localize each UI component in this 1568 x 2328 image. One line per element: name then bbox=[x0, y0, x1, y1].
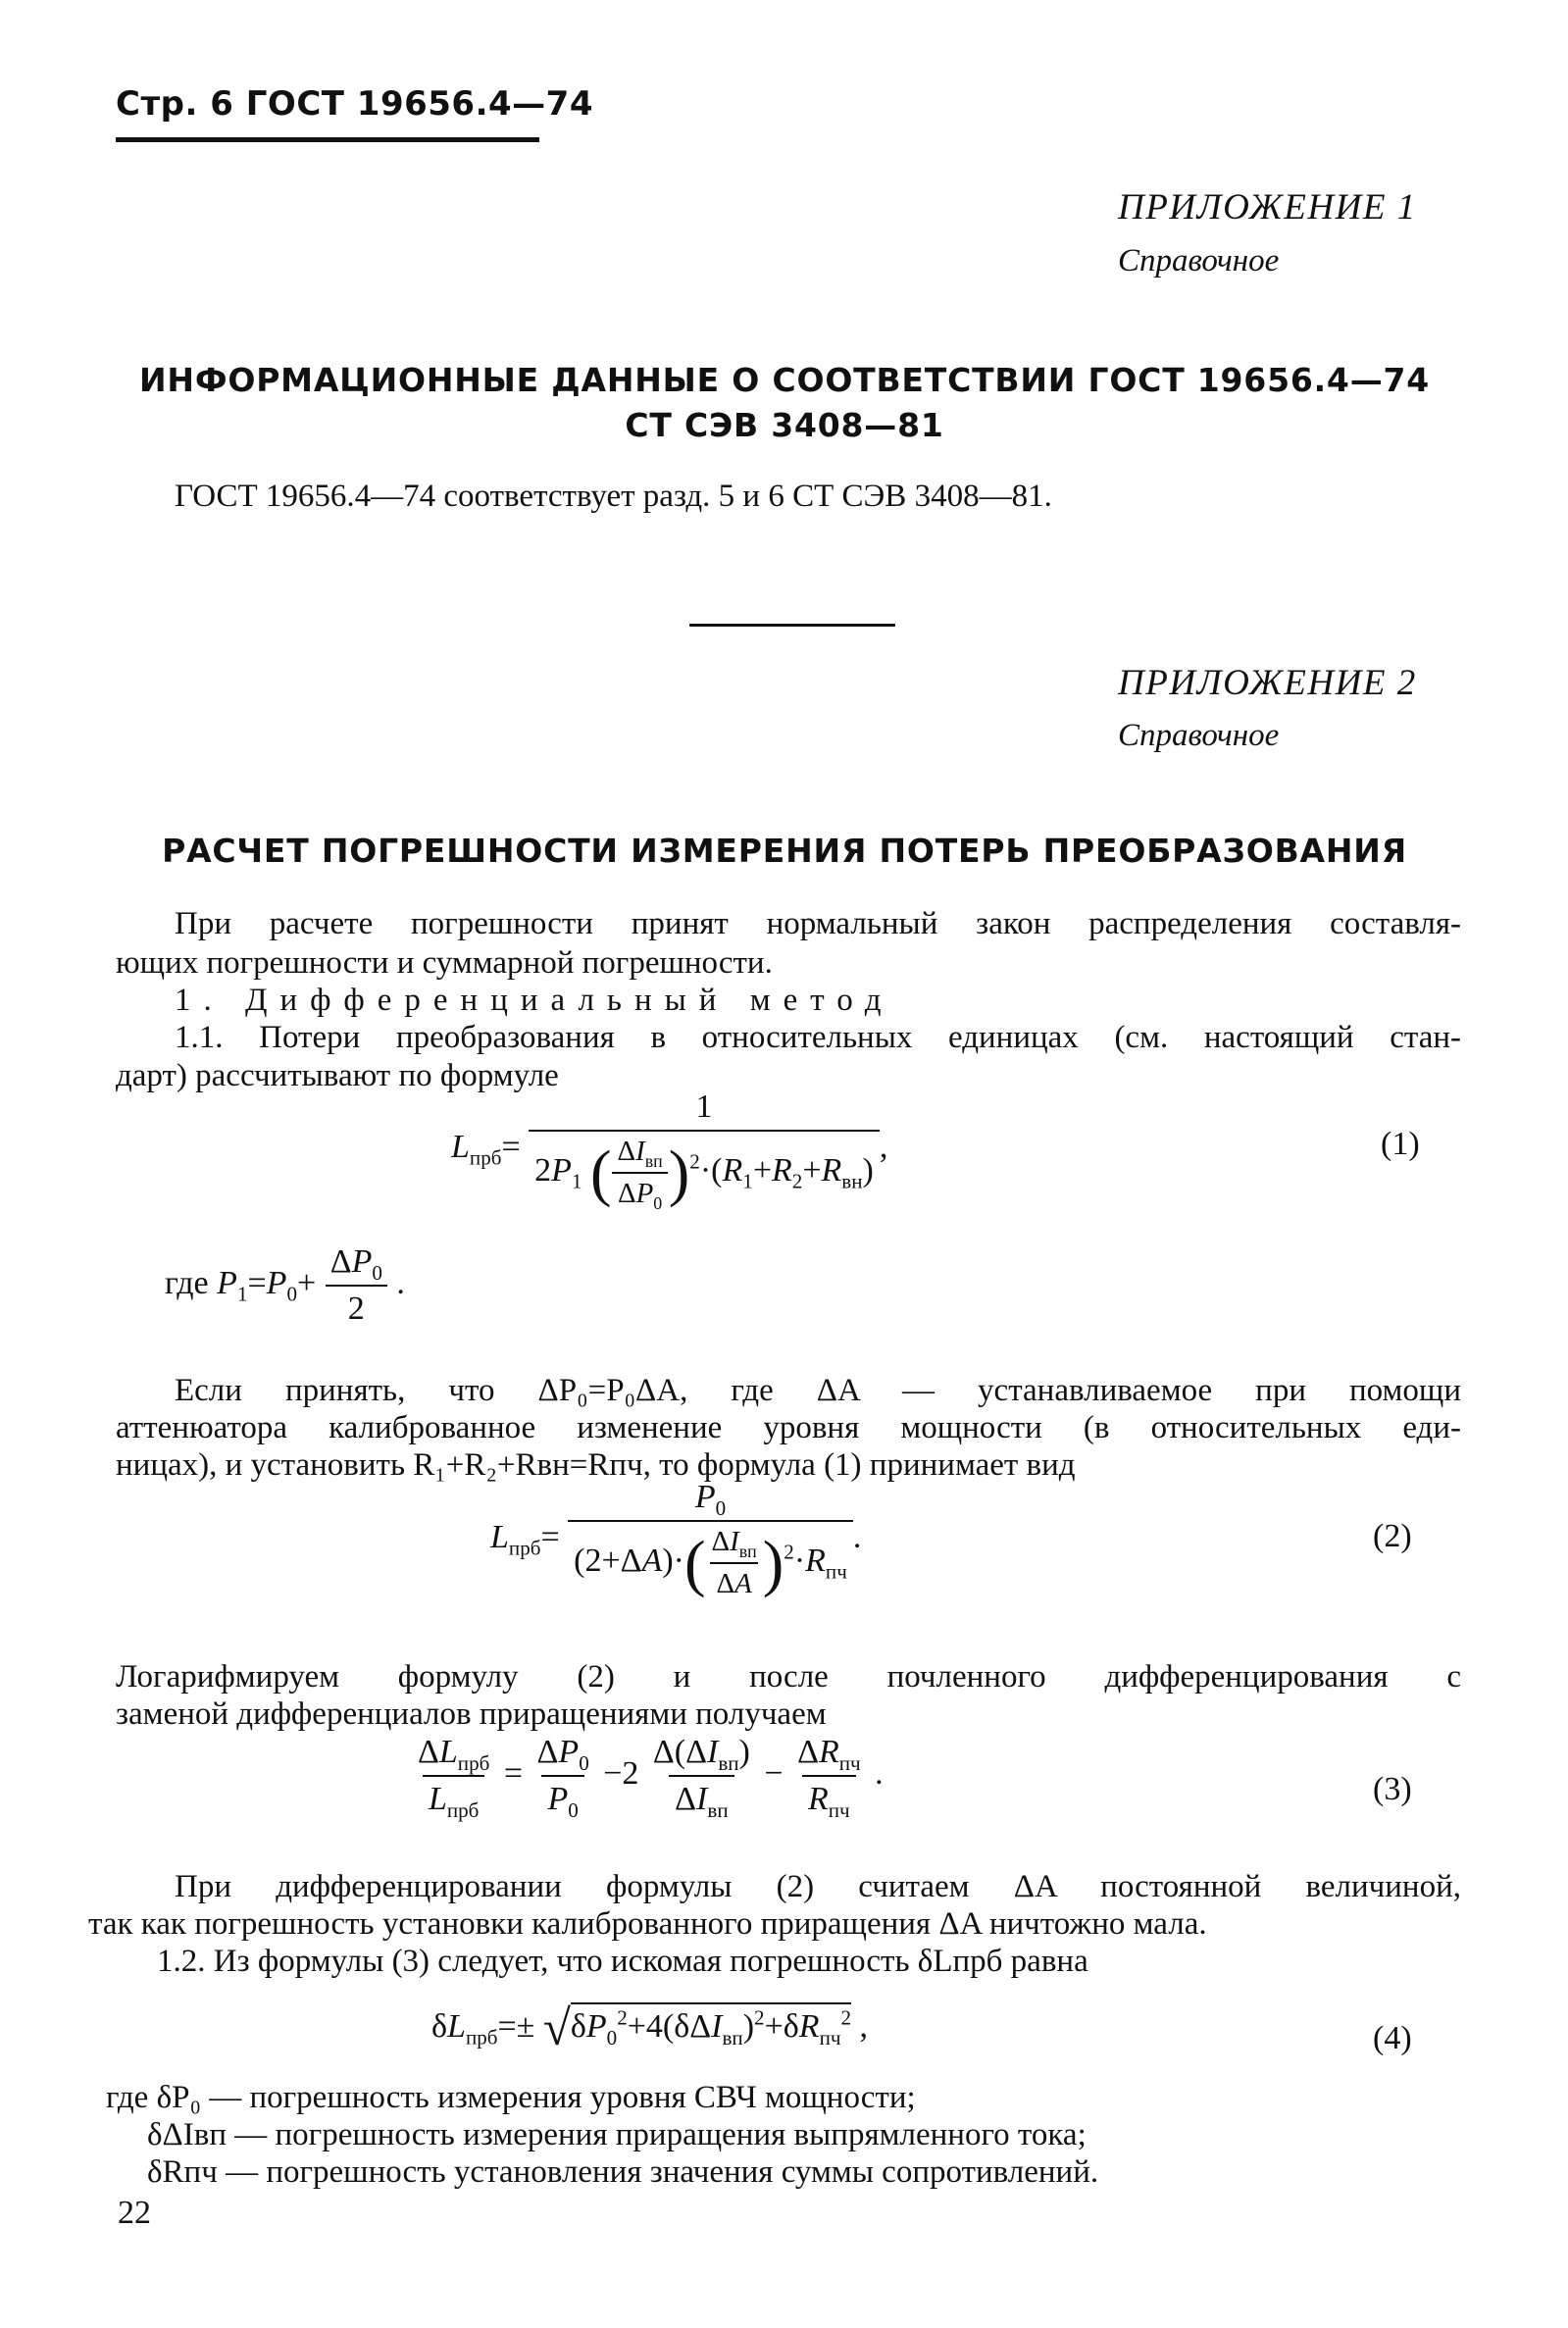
appendix2-type: Справочное bbox=[1118, 718, 1280, 753]
paragraph-3-line2: аттенюатора калиброванное изменение уровня мощности (в относительных еди- bbox=[116, 1410, 1461, 1445]
paragraph-2-line2: дарт) рассчитывают по формуле bbox=[116, 1058, 559, 1093]
formula-1: $L_{прб}=$ 1 $2P_1$ ( $\frac{\Delta I_{вп}}{\Delta P_0}$ )$^2\cdot(R_1+R_2+R_{вн})$ , bbox=[451, 1088, 888, 1213]
appendix1-text: ГОСТ 19656.4—74 соответствует разд. 5 и 6 СТ СЭВ 3408—81. bbox=[175, 479, 1052, 514]
paragraph-1-line2: ющих погрешности и суммарной погрешности. bbox=[116, 945, 773, 981]
formula-2-fraction: $P_0$ (2+ΔA)·( $\frac{\Delta I_{вп}}{\Delta A}$ )$^2\cdot R_{пч}$ bbox=[568, 1479, 853, 1600]
section-divider bbox=[689, 624, 895, 627]
appendix1-title-line1: ИНФОРМАЦИОННЫЕ ДАННЫЕ О СООТВЕТСТВИИ ГОСТ 19656.4—74 bbox=[138, 361, 1431, 399]
header-page: Стр. 6 bbox=[116, 84, 234, 124]
header-rule bbox=[116, 137, 539, 142]
appendix2-title: РАСЧЕТ ПОГРЕШНОСТИ ИЗМЕРЕНИЯ ПОТЕРЬ ПРЕОБРАЗОВАНИЯ bbox=[162, 832, 1407, 870]
page-header bbox=[116, 84, 593, 124]
appendix1-type: Справочное bbox=[1118, 243, 1280, 278]
paragraph-6-line1: 1.2. Из формулы (3) следует, что искомая погрешность δLпрб равна bbox=[157, 1944, 1088, 1979]
formula-3: $\frac{\Delta L_{прб}}{L_{прб}}$ = $\frac{\Delta P_0}{P_0}$ −2 $\frac{\Delta(\Delta I_{вп})}{\Delta I_{вп}}$ − $\frac{\Delta R_{пч}}{R_{пч}}$ . bbox=[418, 1734, 884, 1822]
paragraph-3-line1: Если принять, что ΔP₀=P₀ΔA, где ΔA — устанавливаемое при помощи bbox=[175, 1373, 1461, 1408]
formula-1-fraction: 1 $2P_1$ ( $\frac{\Delta I_{вп}}{\Delta P_0}$ )$^2\cdot(R_1+R_2+R_{вн})$ bbox=[529, 1088, 880, 1210]
paragraph-2-line1: 1.1. Потери преобразования в относительных единицах (см. настоящий стан- bbox=[175, 1020, 1461, 1055]
paragraph-4-line2: заменой дифференциалов приращениями получаем bbox=[116, 1696, 827, 1732]
paragraph-4-line1: Логарифмируем формулу (2) и после почленного дифференцирования с bbox=[116, 1659, 1461, 1695]
page-number: 22 bbox=[118, 2195, 151, 2231]
paragraph-5-line2: так как погрешность установки калиброванного приращения ΔA ничтожно мала. bbox=[88, 1906, 1207, 1942]
formula-p1: где $P_1=P_0+$ $\frac{\Delta P_0}{2}$ . bbox=[165, 1243, 405, 1327]
appendix1-title-line2: СТ СЭВ 3408—81 bbox=[625, 406, 944, 444]
section-title-method: 1. Дифференциальный метод bbox=[175, 983, 894, 1018]
header-standard: ГОСТ 19656.4—74 bbox=[245, 84, 593, 124]
definition-2: δΔIвп — погрешность измерения приращения выпрямленного тока; bbox=[147, 2117, 1087, 2152]
equation-number-3: (3) bbox=[1373, 1771, 1412, 1807]
equation-number-1: (1) bbox=[1381, 1126, 1420, 1162]
paragraph-5-line1: При дифференцировании формулы (2) считаем ΔA постоянной величиной, bbox=[175, 1869, 1461, 1904]
appendix2-label: ПРИЛОЖЕНИЕ 2 bbox=[1118, 663, 1417, 703]
definition-3: δRпч — погрешность установления значения суммы сопротивлений. bbox=[147, 2154, 1099, 2190]
formula-4: $\delta L_{прб}=\pm √\delta P_0^2+4(\delta\Delta I_{вп})^2+\delta R_{пч}^2$ , bbox=[431, 2001, 868, 2056]
paragraph-1-line1: При расчете погрешности принят нормальный закон распределения составля- bbox=[175, 906, 1461, 941]
equation-number-4: (4) bbox=[1373, 2020, 1412, 2056]
formula-2: $L_{прб}=$ $P_0$ (2+ΔA)·( $\frac{\Delta I_{вп}}{\Delta A}$ )$^2\cdot R_{пч}$ . bbox=[490, 1479, 862, 1599]
definition-1: где δP₀ — погрешность измерения уровня СВЧ мощности; bbox=[106, 2080, 916, 2115]
appendix1-label: ПРИЛОЖЕНИЕ 1 bbox=[1118, 187, 1417, 228]
where-label: где bbox=[165, 1264, 209, 1301]
equation-number-2: (2) bbox=[1373, 1518, 1412, 1554]
paragraph-3-line3: ницах), и установить R₁+R₂+Rвн=Rпч, то формула (1) принимает вид bbox=[116, 1447, 1076, 1483]
